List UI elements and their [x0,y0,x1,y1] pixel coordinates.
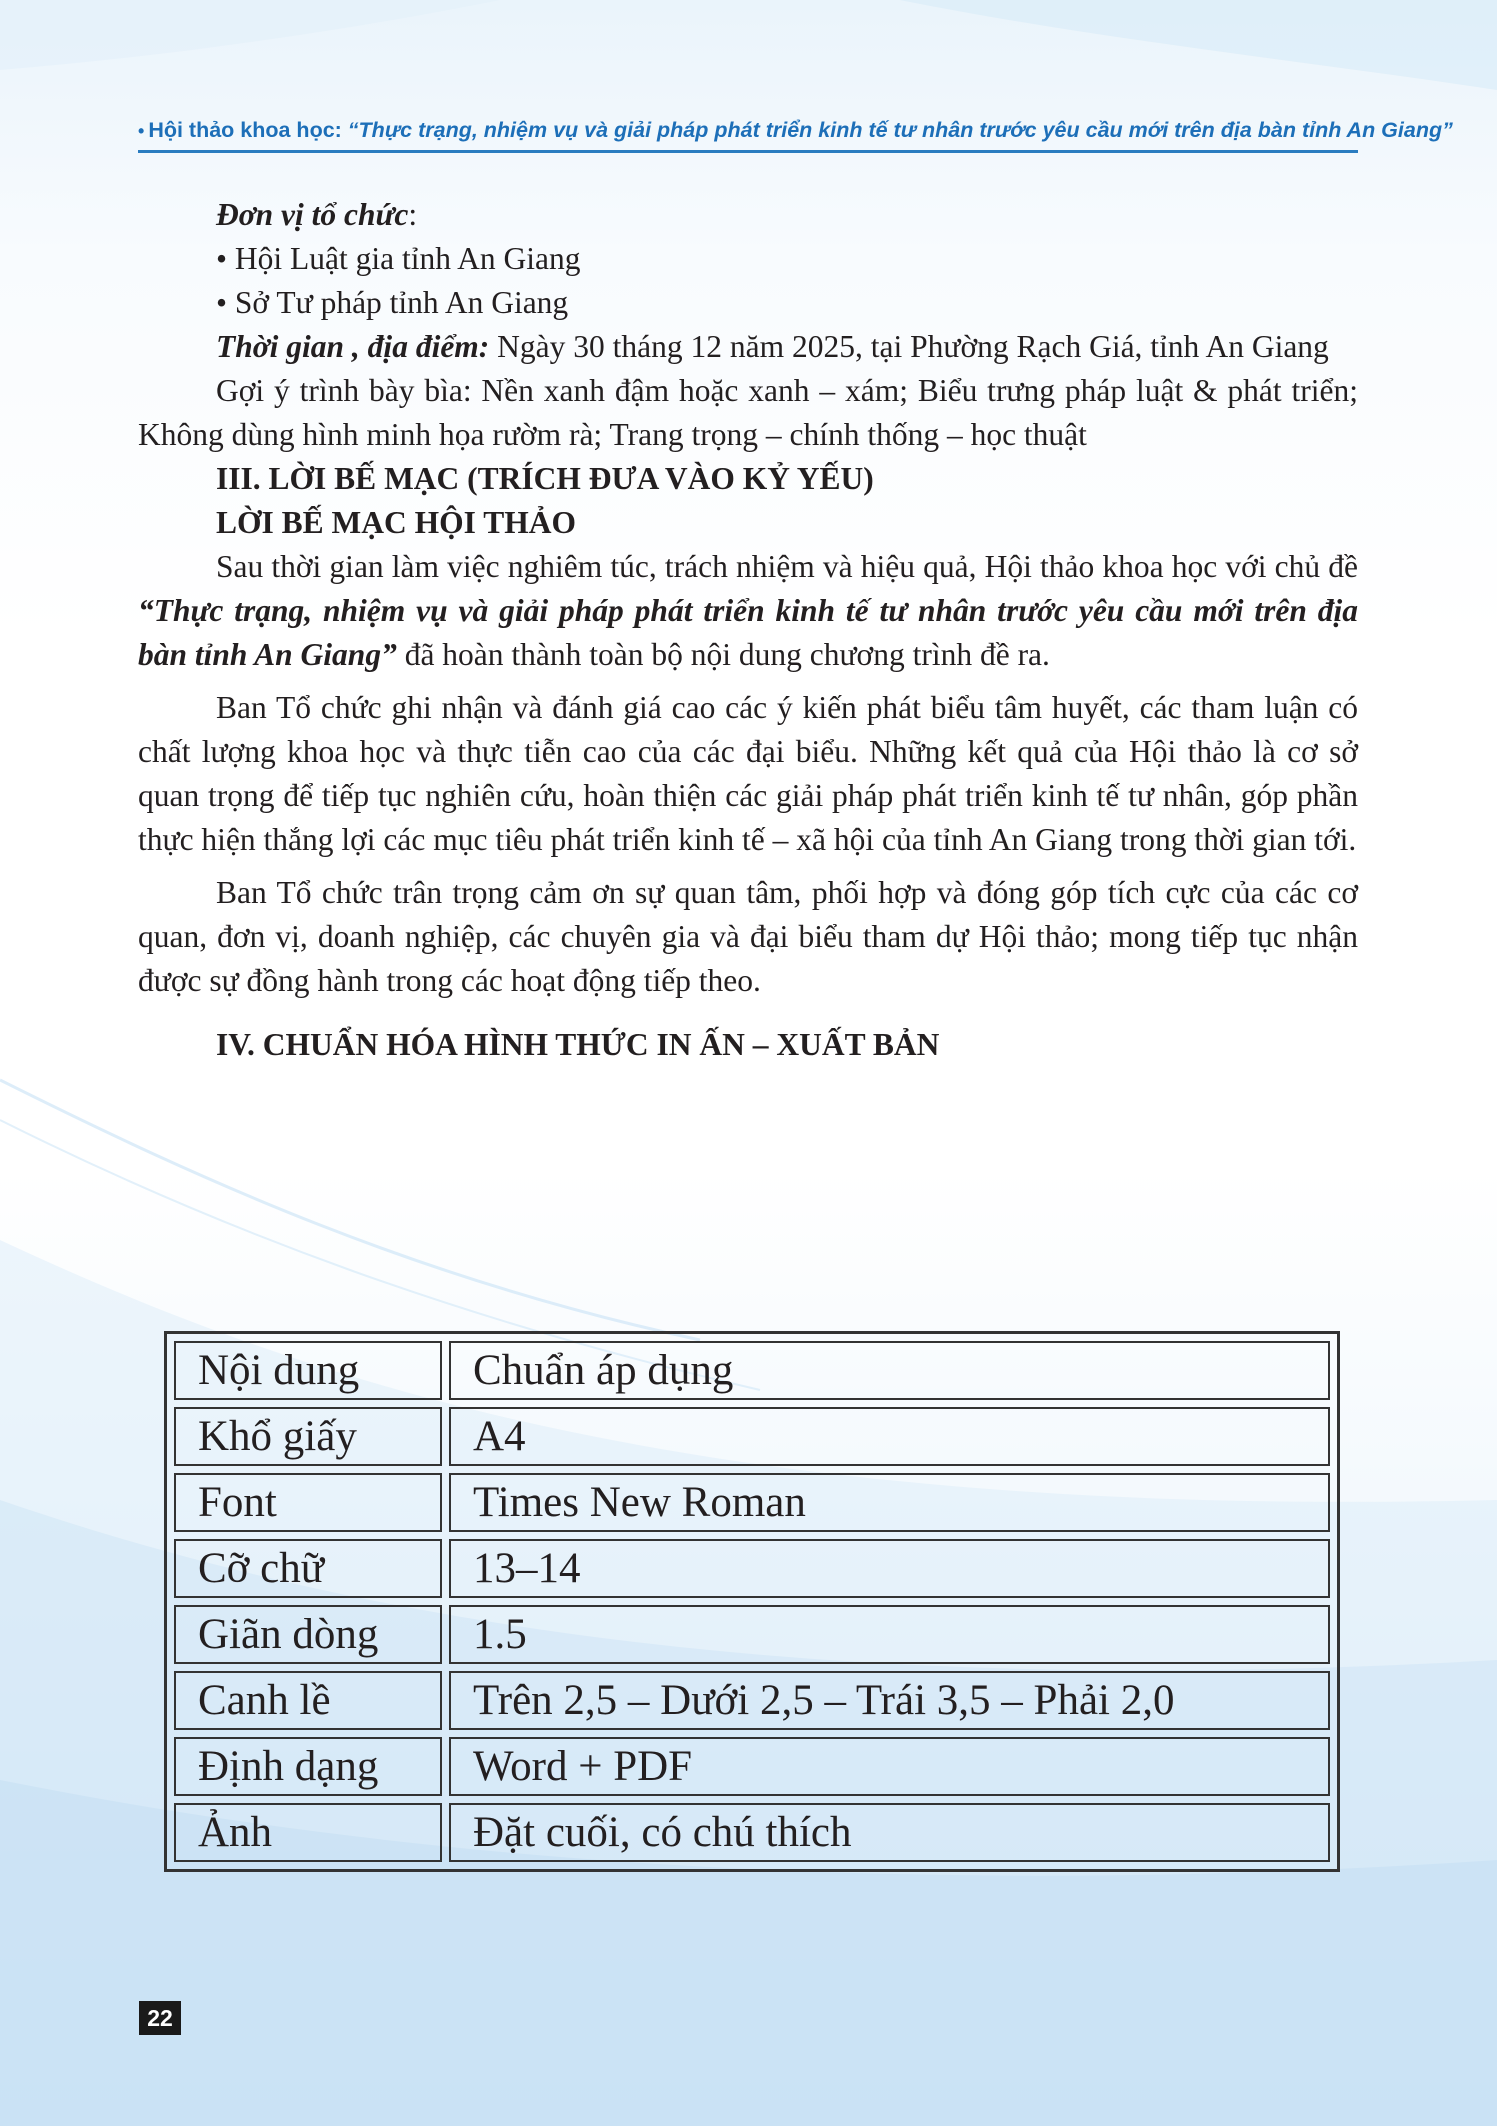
organizer-colon: : [408,197,418,232]
table-cell: 1.5 [449,1605,1330,1664]
table-row [174,1671,1330,1730]
table-row [174,1539,1330,1598]
time-place-label: Thời gian , địa điểm: [216,329,490,364]
table-cell: Word + PDF [449,1737,1330,1796]
organizer-item-text: Sở Tư pháp tỉnh An Giang [234,285,569,320]
print-standards-table [164,1331,1340,1872]
organizer-heading [138,193,1358,237]
table-cell: Giãn dòng [174,1605,442,1664]
table-row [174,1737,1330,1796]
section-3-heading: III. LỜI BẾ MẠC (TRÍCH ĐƯA VÀO KỶ YẾU) [216,461,874,496]
closing-paragraph-1 [138,545,1358,677]
table-cell: Ảnh [174,1803,442,1862]
bullet-icon: • [138,121,145,141]
table-cell: Định dạng [174,1737,442,1796]
table-cell: Chuẩn áp dụng [449,1341,1330,1400]
closing-p1-text: Sau thời gian làm việc nghiêm túc, trách nhiệm và hiệu quả, Hội thảo khoa học với chủ đề [216,549,1358,584]
table-cell: Nội dung [174,1341,442,1400]
organizer-item: • Hội Luật gia tỉnh An Giang [216,241,581,276]
organizer-label: Đơn vị tổ chức [216,197,409,232]
organizer-item-text: Hội Luật gia tỉnh An Giang [234,241,581,276]
table-row [174,1803,1330,1862]
section-3-subheading: LỜI BẾ MẠC HỘI THẢO [216,505,576,540]
header-title: “Thực trạng, nhiệm vụ và giải pháp phát triển kinh tế tư nhân trước yêu cầu mới trên địa bàn tỉnh An Giang” [347,118,1453,142]
table-row [174,1407,1330,1466]
time-place [138,325,1358,369]
closing-p1-emphasis: “Thực trạng, nhiệm vụ và giải pháp phát triển kinh tế tư nhân trước yêu cầu mới trên địa bàn tỉnh An Giang” [138,593,1358,672]
table-cell: Canh lề [174,1671,442,1730]
header-divider [138,150,1358,153]
table-cell: 13–14 [449,1539,1330,1598]
table-cell: Khổ giấy [174,1407,442,1466]
table-row [174,1605,1330,1664]
running-header [138,118,1453,143]
time-place-value: Ngày 30 tháng 12 năm 2025, tại Phường Rạch Giá, tỉnh An Giang [489,329,1329,364]
page-number: 22 [139,2001,181,2035]
body-text [138,193,1358,1067]
table-row [174,1341,1330,1400]
table-cell: Cỡ chữ [174,1539,442,1598]
cover-hint: Gợi ý trình bày bìa: Nền xanh đậm hoặc xanh – xám; Biểu trưng pháp luật & phát triển; Không dùng hình minh họa rườm rà; Trang trọng – chính thống – học thuật [138,373,1358,452]
table-cell: Đặt cuối, có chú thích [449,1803,1330,1862]
table-cell: Trên 2,5 – Dưới 2,5 – Trái 3,5 – Phải 2,0 [449,1671,1330,1730]
closing-paragraph-2: Ban Tổ chức ghi nhận và đánh giá cao các ý kiến phát biểu tâm huyết, các tham luận có chất lượng khoa học và thực tiễn cao của các đại biểu. Những kết quả của Hội thảo là cơ sở quan trọng để tiếp tục nghiên cứu, hoàn thiện các giải pháp phát triển kinh tế tư nhân, góp phần thực hiện thắng lợi các mục tiêu phát triển kinh tế – xã hội của tỉnh An Giang trong thời gian tới. [138,690,1358,857]
table-cell: A4 [449,1407,1330,1466]
table-cell: Times New Roman [449,1473,1330,1532]
header-prefix: Hội thảo khoa học: [148,118,348,142]
closing-paragraph-3: Ban Tổ chức trân trọng cảm ơn sự quan tâm, phối hợp và đóng góp tích cực của các cơ quan, đơn vị, doanh nghiệp, các chuyên gia và đại biểu tham dự Hội thảo; mong tiếp tục nhận được sự đồng hành trong các hoạt động tiếp theo. [138,875,1358,998]
table-row [174,1473,1330,1532]
table-cell: Font [174,1473,442,1532]
organizer-item: • Sở Tư pháp tỉnh An Giang [216,285,569,320]
section-4-heading: IV. CHUẨN HÓA HÌNH THỨC IN ẤN – XUẤT BẢN [216,1027,940,1062]
closing-p1-end: đã hoàn thành toàn bộ nội dung chương trình đề ra. [396,637,1050,672]
